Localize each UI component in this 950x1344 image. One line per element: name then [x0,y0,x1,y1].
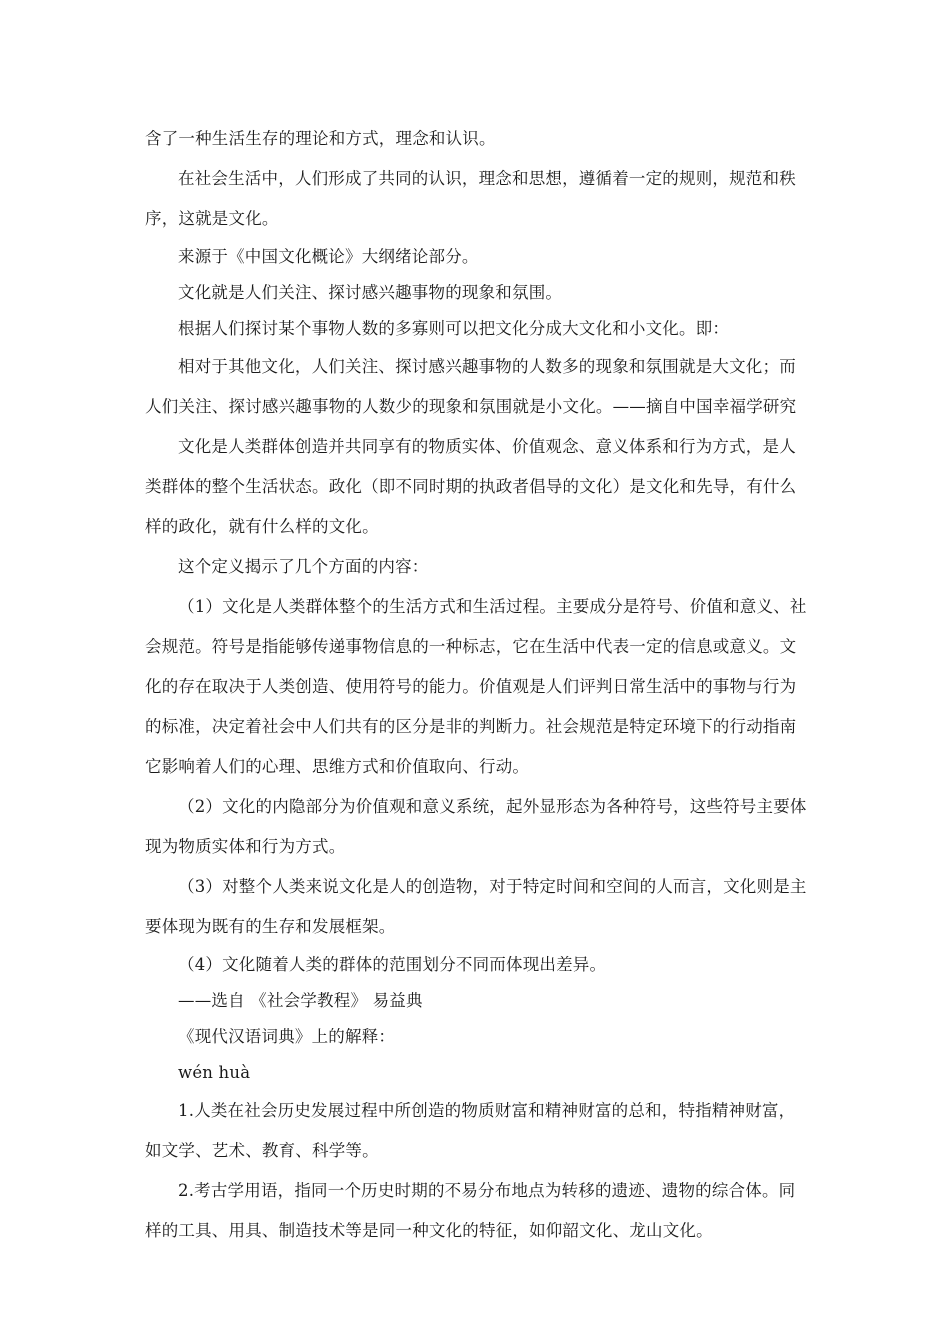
paragraph-17: 2.考古学用语，指同一个历史时期的不易分布地点为转移的遗迹、遗物的综合体。同样的工具、用具、制造技术等是同一种文化的特征，如仰韶文化、龙山文化。 [145,1181,796,1240]
paragraph-11: （3）对整个人类来说文化是人的创造物，对于特定时间和空间的人而言，文化则是主要体现为既有的生存和发展框架。 [145,877,807,936]
paragraph-6: 相对于其他文化，人们关注、探讨感兴趣事物的人数多的现象和氛围就是大文化；而人们关注、探讨感兴趣事物的人数少的现象和氛围就是小文化。——摘自中国幸福学研究 [145,357,797,416]
paragraph-3: 来源于《中国文化概论》大纲绪论部分。 [178,247,479,266]
paragraph-14: 《现代汉语词典》上的解释： [178,1027,396,1046]
document-body [145,119,810,1251]
paragraph-16: 1.人类在社会历史发展过程中所创造的物质财富和精神财富的总和，特指精神财富，如文学、艺术、教育、科学等。 [145,1101,796,1160]
paragraph-12: （4）文化随着人类的群体的范围划分不同而体现出差异。 [178,955,607,974]
paragraph-1: 含了一种生活生存的理论和方式，理念和认识。 [145,129,496,148]
paragraph-15: wén huà [178,1063,251,1082]
paragraph-8: 这个定义揭示了几个方面的内容： [178,557,429,576]
paragraph-9: （1）文化是人类群体整个的生活方式和生活过程。主要成分是符号、价值和意义、社会规范。符号是指能够传递事物信息的一种标志，它在生活中代表一定的信息或意义。文化的存在取决于人类创造、使用符号的能力。价值观是人们评判日常生活中的事物与行为的标准，决定着社会中人们共有的区分是非的判断力。社会规范是特定环境下的行动指南它影响着人们的心理、思维方式和价值取向、行动。 [145,597,807,776]
paragraph-2: 在社会生活中，人们形成了共同的认识，理念和思想，遵循着一定的规则，规范和秩序，这就是文化。 [145,169,796,228]
paragraph-7: 文化是人类群体创造并共同享有的物质实体、价值观念、意义体系和行为方式，是人类群体的整个生活状态。政化（即不同时期的执政者倡导的文化）是文化和先导，有什么样的政化，就有什么样的文化。 [145,437,797,536]
paragraph-10: （2）文化的内隐部分为价值观和意义系统，起外显形态为各种符号，这些符号主要体现为物质实体和行为方式。 [145,797,807,856]
paragraph-13: ——选自 《社会学教程》 易益典 [178,991,423,1010]
paragraph-5: 根据人们探讨某个事物人数的多寡则可以把文化分成大文化和小文化。即： [178,319,730,338]
paragraph-4: 文化就是人们关注、探讨感兴趣事物的现象和氛围。 [178,283,563,302]
